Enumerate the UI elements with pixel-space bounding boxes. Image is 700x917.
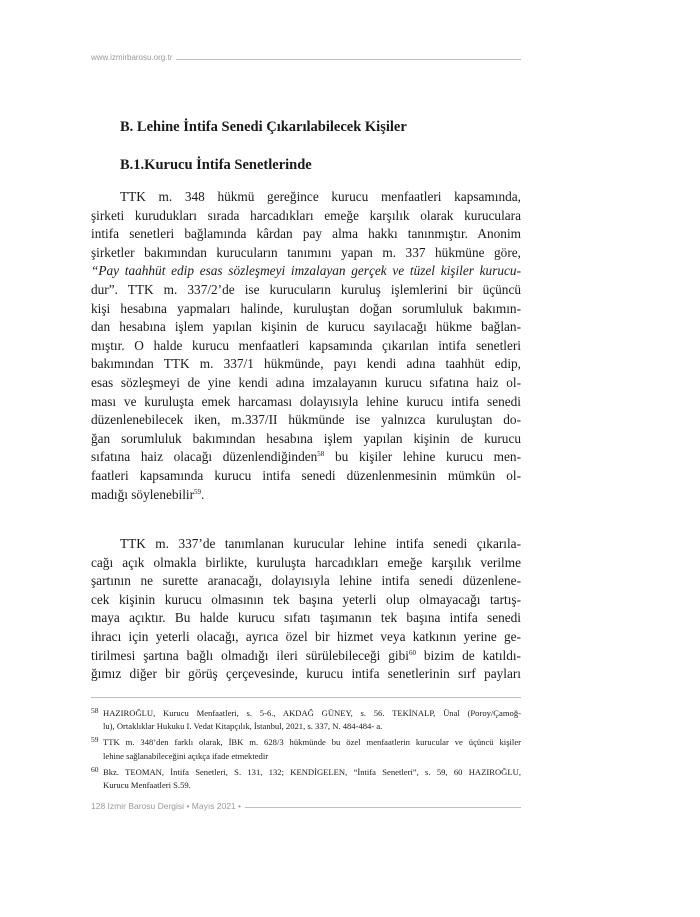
text-line: bakımından TTK m. 337/1 hükmünde, payı kendi adına taahhüt edip, — [91, 356, 521, 372]
footnote-ref-59[interactable]: 59 — [194, 487, 202, 496]
text-line: esas sözleşmeyi de yine kendi adına imzalayanın kurucu sıfatına haiz ol- — [91, 374, 521, 390]
paragraph-1 — [91, 188, 521, 504]
footnotes — [91, 707, 521, 795]
text-segment: tirilmesi şartına bağlı olmadığı ileri sürülebileceği gibi — [91, 647, 409, 663]
text-line: cek kişinin kurucu olmasının tek başına yeterli olup olmayacağı tartış- — [91, 591, 521, 607]
page-footer — [91, 801, 521, 813]
footnote — [91, 766, 521, 792]
text-line: faatleri kapsamında kurucu intifa senedi düzenlenmesinin mümkün ol- — [91, 467, 521, 483]
text-line — [91, 647, 521, 666]
footnote-ref-60[interactable]: 60 — [408, 648, 416, 657]
footnote-line: TTK m. 348’den farklı olarak, İBK m. 628/3 hükmünde bu özel menfaatlerin kurucular ve üçüncü kişiler — [103, 737, 521, 748]
text-line: TTK m. 337’de tanımlanan kurucular lehine intifa senedi çıkarıla- — [120, 536, 521, 551]
text-line: ması ve kuruluşta emek harcaması dolayısıyla lehine kurucu intifa senedi — [91, 393, 521, 409]
text-line: dan hesabına işlem yapılan kişinin de kurucu sayılacağı hükme bağlan- — [91, 319, 521, 335]
text-segment: sıfatına haiz olacağı düzenlendiğinden — [91, 449, 318, 465]
footnote-number: 58 — [91, 706, 99, 715]
text-line: dur”. TTK m. 337/2’de ise kurucuların kuruluş işlemlerini bir üçüncü — [91, 281, 521, 297]
text-line: şirketi kurudukları sırada harcadıkları emeğe karşılık olarak kuruculara — [91, 207, 521, 223]
footnote-number: 59 — [91, 735, 99, 745]
text-line: düzenlenebilecek iken, m.337/II hükmünde ise yalnızca kuruluştan do- — [91, 412, 521, 428]
text-line — [91, 448, 521, 467]
text-line: TTK m. 348 hükmü gereğince kurucu menfaatleri kapsamında, — [120, 189, 521, 204]
footnote-line: Kurucu Menfaatleri S.59. — [103, 780, 191, 791]
text-line: madığı söylenebilir$^{59}$. — [91, 486, 205, 502]
section-heading: B. Lehine İntifa Senedi Çıkarılabilecek Kişiler — [120, 119, 407, 135]
footnote-line: lu), Ortaklıklar Hukuku I. Vedat Kitapçılık, İstanbul, 2021, s. 337, N. 484-484- a. — [103, 721, 383, 732]
text-line: ihracı için yeterli olacağı, ayrıca özel bir hizmet veya katkının yerine ge- — [91, 628, 521, 644]
footnote — [91, 707, 521, 733]
text-line: cağı açık olmakla birlikte, kuruluşta harcadıkları emeğe karşılık verilme — [91, 554, 521, 570]
footnote-number: 60 — [91, 764, 99, 774]
text-segment: bizim de katıldı- — [415, 647, 521, 663]
subsection-heading: B.1.Kurucu İntifa Senetlerinde — [120, 157, 312, 173]
header-url[interactable]: www.izmirbarosu.org.tr — [91, 53, 176, 62]
text-line: maya açıktır. Bu halde kurucu sıfatı taşımanın tek başına intifa senedi — [91, 610, 521, 626]
text-line: ğımız diğer bir görüş çerçevesinde, kurucu intifa senetlerinin sırf payları — [91, 666, 521, 682]
footnote — [91, 736, 521, 762]
quote-text: “Pay taahhüt edip esas sözleşmeyi imzalayan gerçek ve tüzel kişiler kurucu- — [91, 263, 521, 279]
text-segment: madığı söylenebilir — [91, 486, 195, 502]
footer-text: 128 İzmir Barosu Dergisi • Mayıs 2021 • — [91, 801, 245, 811]
text-line: mıştır. O halde kurucu menfaatleri kapsamında çıkarılan intifa senetleri — [91, 337, 521, 353]
footnote-ref-58[interactable]: 58 — [317, 450, 325, 459]
footnote-rule — [91, 697, 521, 698]
footnote-line: lehine sağlanabileceğini açıkça ifade etmektedir — [103, 750, 269, 761]
text-line: ğan sorumluluk bakımından hesabına işlem yapılan kişinin de kurucu — [91, 430, 521, 446]
paragraph-2 — [91, 535, 521, 684]
text-segment: bu kişiler lehine kurucu men- — [324, 449, 521, 465]
footnote-line: Bkz. TEOMAN, İntifa Senetleri, S. 131, 132; KENDİGELEN, “İntifa Senetleri”, s. 59, 60 HAZIROĞLU, — [103, 766, 521, 777]
text-line: kişi hesabına yapmaları halinde, kuruluştan doğan sorumluluk bakımın- — [91, 300, 521, 316]
text-line — [91, 262, 521, 281]
page-header — [91, 53, 521, 65]
text-line: şartının ne surette aranacağı, dolayısıyla lehine intifa senedi düzenlene- — [91, 573, 521, 589]
text-line: şirketler bakımından kurucuların tanımını yapan m. 337 hükmüne göre, — [91, 244, 521, 260]
footnote-line: HAZIROĞLU, Kurucu Menfaatleri, s. 5-6., AKDAĞ GÜNEY, s. 56. TEKİNALP, Ünal (Poroy/Çamoğ- — [103, 708, 521, 718]
text-line: intifa senetleri bağlamında kârdan pay alma hakkı tanınmıştır. Anonim — [91, 226, 521, 242]
